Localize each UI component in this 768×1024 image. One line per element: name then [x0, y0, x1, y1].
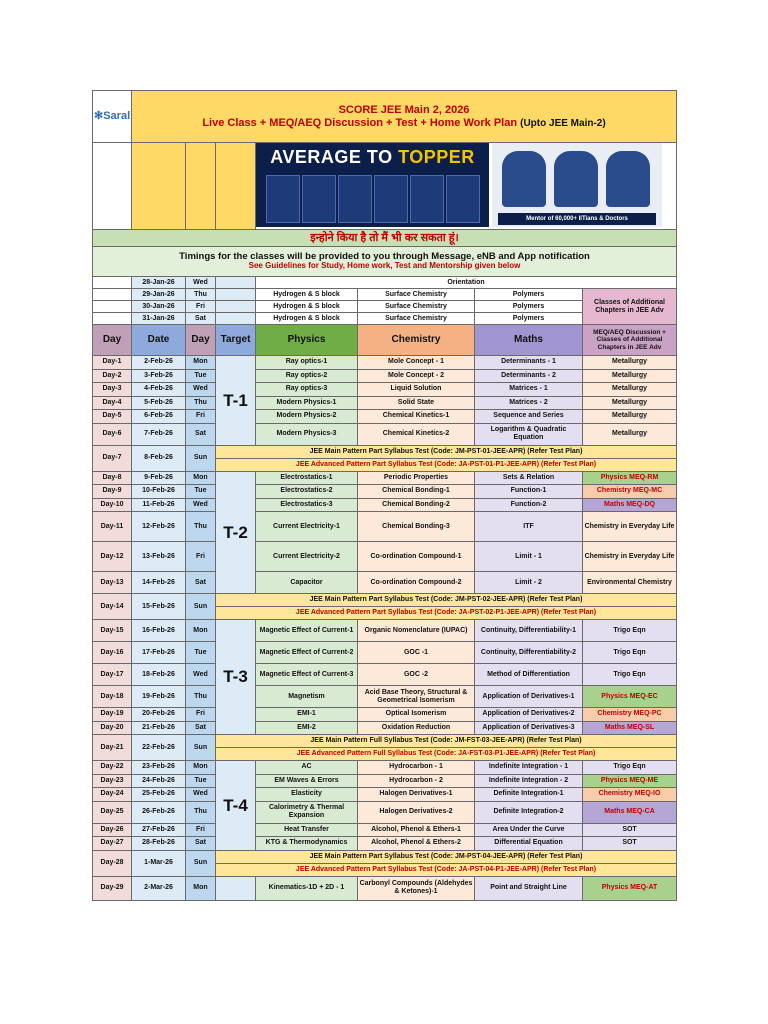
schedule-row [93, 664, 677, 686]
motivation-line: इन्होने किया है तो मैं भी कर सकता हूं। [93, 230, 677, 247]
maths-cell: Application of Derivatives-2 [475, 708, 583, 722]
meq-cell: Trigo Eqn [583, 664, 677, 686]
date-cell: 10-Feb-26 [132, 485, 186, 499]
meq-cell: Chemistry in Everyday Life [583, 542, 677, 572]
test-row [93, 445, 677, 458]
schedule-row [93, 383, 677, 397]
meq-cell: Metallurgy [583, 396, 677, 410]
date-cell: 24-Feb-26 [132, 774, 186, 788]
day-cell: Day-7 [93, 445, 132, 471]
chemistry-cell: Organic Nomenclature (IUPAC) [358, 620, 475, 642]
meq-cell: Maths MEQ-CA [583, 801, 677, 823]
weekday-cell: Tue [186, 774, 216, 788]
physics-cell: EM Waves & Errors [256, 774, 358, 788]
physics-cell: AC [256, 761, 358, 775]
student-photo [410, 175, 444, 223]
col-header-weekday: Day [186, 325, 216, 356]
weekday-cell: Sun [186, 850, 216, 876]
date-cell: 20-Feb-26 [132, 708, 186, 722]
day-cell: Day-9 [93, 485, 132, 499]
schedule-row [93, 572, 677, 594]
maths-cell: Limit - 2 [475, 572, 583, 594]
meq-cell: Chemistry in Everyday Life [583, 512, 677, 542]
meq-cell: Maths MEQ-SL [583, 721, 677, 735]
student-photo [266, 175, 300, 223]
chemistry-cell: Mole Concept - 2 [358, 369, 475, 383]
jee-main-test-cell: JEE Main Pattern Part Syllabus Test (Code: JM-PST-02-JEE-APR) (Refer Test Plan) [216, 594, 677, 607]
day-cell: Day-20 [93, 721, 132, 735]
physics-cell: Hydrogen & S block [256, 313, 358, 325]
physics-cell: Calorimetry & Thermal Expansion [256, 801, 358, 823]
meq-cell: Maths MEQ-DQ [583, 498, 677, 512]
day-cell: Day-18 [93, 686, 132, 708]
day-cell: Day-28 [93, 850, 132, 876]
schedule-row [93, 837, 677, 851]
maths-cell: Differential Equation [475, 837, 583, 851]
schedule-row [93, 823, 677, 837]
date-cell: 31-Jan-26 [132, 313, 186, 325]
maths-cell: ITF [475, 512, 583, 542]
orientation-cell: Orientation [256, 277, 677, 289]
meq-cell: Chemistry MEQ-IO [583, 788, 677, 802]
weekday-cell: Wed [186, 788, 216, 802]
physics-cell: Ray optics-1 [256, 356, 358, 370]
test-row [93, 850, 677, 863]
col-header-date: Date [132, 325, 186, 356]
weekday-cell: Fri [186, 410, 216, 424]
chemistry-cell: Surface Chemistry [358, 289, 475, 301]
day-cell [93, 289, 132, 301]
chemistry-cell: Alcohol, Phenol & Ethers-2 [358, 837, 475, 851]
meq-cell: Metallurgy [583, 356, 677, 370]
weekday-cell: Fri [186, 823, 216, 837]
day-cell: Day-25 [93, 801, 132, 823]
schedule-row [93, 642, 677, 664]
weekday-cell: Mon [186, 620, 216, 642]
day-cell: Day-27 [93, 837, 132, 851]
weekday-cell: Wed [186, 498, 216, 512]
chemistry-cell: Hydrocarbon - 1 [358, 761, 475, 775]
meq-cell: Metallurgy [583, 383, 677, 397]
day-cell: Day-10 [93, 498, 132, 512]
day-cell: Day-26 [93, 823, 132, 837]
weekday-cell: Thu [186, 686, 216, 708]
chemistry-cell: Hydrocarbon - 2 [358, 774, 475, 788]
chemistry-cell: Chemical Bonding-3 [358, 512, 475, 542]
day-cell: Day-15 [93, 620, 132, 642]
weekday-cell: Sun [186, 735, 216, 761]
day-cell: Day-14 [93, 594, 132, 620]
chemistry-cell: Surface Chemistry [358, 301, 475, 313]
mentor-photo [606, 151, 650, 207]
target-cell [216, 876, 256, 900]
chemistry-cell: Halogen Derivatives-1 [358, 788, 475, 802]
meq-cell: Metallurgy [583, 423, 677, 445]
jee-advanced-test-cell: JEE Advanced Pattern Part Syllabus Test (Code: JA-PST-01-P1-JEE-APR) (Refer Test Plan) [216, 458, 677, 471]
date-cell: 28-Jan-26 [132, 277, 186, 289]
timing-notice: Timings for the classes will be provided to you through Message, eNB and App notification See Guidelines for Study, Home work, Test and Mentorship given below [93, 247, 677, 277]
weekday-cell: Sat [186, 313, 216, 325]
maths-cell: Function-2 [475, 498, 583, 512]
physics-cell: EMI-2 [256, 721, 358, 735]
meq-cell: Chemistry MEQ-PC [583, 708, 677, 722]
chemistry-cell: Chemical Bonding-1 [358, 485, 475, 499]
day-cell: Day-4 [93, 396, 132, 410]
weekday-cell: Sat [186, 721, 216, 735]
weekday-cell: Tue [186, 485, 216, 499]
date-cell: 15-Feb-26 [132, 594, 186, 620]
physics-cell: Modern Physics-2 [256, 410, 358, 424]
physics-cell: Magnetic Effect of Current-1 [256, 620, 358, 642]
day-cell: Day-2 [93, 369, 132, 383]
schedule-row [93, 471, 677, 485]
physics-cell: Ray optics-2 [256, 369, 358, 383]
physics-cell: Hydrogen & S block [256, 301, 358, 313]
promo-banner [256, 143, 677, 230]
mentor-photo [554, 151, 598, 207]
date-cell: 12-Feb-26 [132, 512, 186, 542]
day-cell: Day-21 [93, 735, 132, 761]
target-cell: T-2 [216, 471, 256, 594]
date-cell: 13-Feb-26 [132, 542, 186, 572]
maths-cell: Sequence and Series [475, 410, 583, 424]
physics-cell: Ray optics-3 [256, 383, 358, 397]
jee-main-test-cell: JEE Main Pattern Part Syllabus Test (Code: JM-PST-01-JEE-APR) (Refer Test Plan) [216, 445, 677, 458]
maths-cell: Definite Integration-1 [475, 788, 583, 802]
weekday-cell: Mon [186, 876, 216, 900]
maths-cell: Polymers [475, 313, 583, 325]
day-cell: Day-8 [93, 471, 132, 485]
schedule-row [93, 686, 677, 708]
weekday-cell: Sun [186, 445, 216, 471]
maths-cell: Point and Straight Line [475, 876, 583, 900]
meq-cell: Metallurgy [583, 410, 677, 424]
meq-cell: SOT [583, 823, 677, 837]
chemistry-cell: GOC -1 [358, 642, 475, 664]
schedule-row [93, 876, 677, 900]
date-cell: 14-Feb-26 [132, 572, 186, 594]
physics-cell: Kinematics-1D + 2D - 1 [256, 876, 358, 900]
physics-cell: Current Electricity-1 [256, 512, 358, 542]
schedule-row [93, 356, 677, 370]
target-cell: T-1 [216, 356, 256, 446]
physics-cell: Heat Transfer [256, 823, 358, 837]
date-cell: 2-Mar-26 [132, 876, 186, 900]
maths-cell: Application of Derivatives-3 [475, 721, 583, 735]
weekday-cell: Fri [186, 708, 216, 722]
pre-row [93, 289, 677, 301]
target-cell [216, 289, 256, 301]
maths-cell: Indefinite Integration - 2 [475, 774, 583, 788]
col-header-target: Target [216, 325, 256, 356]
chemistry-cell: Carbonyl Compounds (Aldehydes & Ketones)-1 [358, 876, 475, 900]
test-row [93, 594, 677, 607]
schedule-row [93, 620, 677, 642]
col-header-physics: Physics [256, 325, 358, 356]
chemistry-cell: Co-ordination Compound-1 [358, 542, 475, 572]
weekday-cell: Tue [186, 369, 216, 383]
maths-cell: Logarithm & Quadratic Equation [475, 423, 583, 445]
date-cell: 8-Feb-26 [132, 445, 186, 471]
jee-advanced-test-cell: JEE Advanced Pattern Full Syllabus Test (Code: JA-FST-03-P1-JEE-APR) (Refer Test Plan) [216, 748, 677, 761]
day-cell: Day-16 [93, 642, 132, 664]
schedule-row [93, 485, 677, 499]
schedule-row [93, 788, 677, 802]
day-cell [93, 277, 132, 289]
mentor-photo [502, 151, 546, 207]
jee-advanced-test-cell: JEE Advanced Pattern Part Syllabus Test (Code: JA-PST-02-P1-JEE-APR) (Refer Test Plan) [216, 607, 677, 620]
student-photo [302, 175, 336, 223]
maths-cell: Polymers [475, 301, 583, 313]
date-cell: 1-Mar-26 [132, 850, 186, 876]
weekday-cell: Wed [186, 277, 216, 289]
meq-cell: Trigo Eqn [583, 642, 677, 664]
maths-cell: Matrices - 1 [475, 383, 583, 397]
physics-cell: KTG & Thermodynamics [256, 837, 358, 851]
schedule-row [93, 801, 677, 823]
day-cell [93, 313, 132, 325]
physics-cell: Magnetic Effect of Current-3 [256, 664, 358, 686]
target-cell [216, 277, 256, 289]
date-cell: 2-Feb-26 [132, 356, 186, 370]
weekday-cell: Mon [186, 471, 216, 485]
jee-advanced-test-cell: JEE Advanced Pattern Part Syllabus Test (Code: JA-PST-04-P1-JEE-APR) (Refer Test Plan) [216, 863, 677, 876]
maths-cell: Determinants - 1 [475, 356, 583, 370]
chemistry-cell: Optical Isomerism [358, 708, 475, 722]
chemistry-cell: Co-ordination Compound-2 [358, 572, 475, 594]
student-photo [374, 175, 408, 223]
chemistry-cell: Liquid Solution [358, 383, 475, 397]
physics-cell: EMI-1 [256, 708, 358, 722]
date-cell: 3-Feb-26 [132, 369, 186, 383]
day-cell: Day-12 [93, 542, 132, 572]
pre-row [93, 277, 677, 289]
weekday-cell: Thu [186, 396, 216, 410]
date-cell: 23-Feb-26 [132, 761, 186, 775]
chemistry-cell: Alcohol, Phenol & Ethers-1 [358, 823, 475, 837]
schedule-row [93, 542, 677, 572]
weekday-cell: Fri [186, 301, 216, 313]
weekday-cell: Tue [186, 642, 216, 664]
meq-cell: Trigo Eqn [583, 761, 677, 775]
physics-cell: Electrostatics-3 [256, 498, 358, 512]
maths-cell: Polymers [475, 289, 583, 301]
maths-cell: Continuity, Differentiability-1 [475, 620, 583, 642]
weekday-cell: Mon [186, 356, 216, 370]
maths-cell: Determinants - 2 [475, 369, 583, 383]
day-cell: Day-1 [93, 356, 132, 370]
chemistry-cell: Periodic Properties [358, 471, 475, 485]
physics-cell: Magnetism [256, 686, 358, 708]
meq-cell: Trigo Eqn [583, 620, 677, 642]
physics-cell: Current Electricity-2 [256, 542, 358, 572]
maths-cell: Indefinite Integration - 1 [475, 761, 583, 775]
additional-chapters-cell: Classes of Additional Chapters in JEE Adv [583, 289, 677, 325]
weekday-cell: Sat [186, 837, 216, 851]
weekday-cell: Thu [186, 289, 216, 301]
weekday-cell: Sun [186, 594, 216, 620]
banner-students-panel: AVERAGE TO TOPPER [256, 143, 489, 227]
day-cell: Day-3 [93, 383, 132, 397]
maths-cell: Definite Integration-2 [475, 801, 583, 823]
chemistry-cell: Chemical Bonding-2 [358, 498, 475, 512]
student-photo [338, 175, 372, 223]
maths-cell: Function-1 [475, 485, 583, 499]
day-cell: Day-13 [93, 572, 132, 594]
chemistry-cell: Oxidation Reduction [358, 721, 475, 735]
maths-cell: Area Under the Curve [475, 823, 583, 837]
weekday-cell: Thu [186, 801, 216, 823]
weekday-cell: Wed [186, 383, 216, 397]
col-header-day: Day [93, 325, 132, 356]
day-cell: Day-17 [93, 664, 132, 686]
date-cell: 4-Feb-26 [132, 383, 186, 397]
saral-logo-icon: ✻ [94, 110, 104, 123]
physics-cell: Hydrogen & S block [256, 289, 358, 301]
schedule-row [93, 774, 677, 788]
chemistry-cell: Mole Concept - 1 [358, 356, 475, 370]
weekday-cell: Sat [186, 572, 216, 594]
banner-mentors-panel [492, 143, 662, 227]
date-cell: 22-Feb-26 [132, 735, 186, 761]
schedule-row [93, 512, 677, 542]
physics-cell: Electrostatics-2 [256, 485, 358, 499]
date-cell: 7-Feb-26 [132, 423, 186, 445]
chemistry-cell: Solid State [358, 396, 475, 410]
maths-cell: Limit - 1 [475, 542, 583, 572]
schedule-row [93, 498, 677, 512]
meq-cell: Physics MEQ-AT [583, 876, 677, 900]
schedule-row [93, 396, 677, 410]
date-cell: 17-Feb-26 [132, 642, 186, 664]
date-cell: 5-Feb-26 [132, 396, 186, 410]
column-header-row [93, 325, 677, 356]
day-cell: Day-24 [93, 788, 132, 802]
col-header-maths: Maths [475, 325, 583, 356]
schedule-table [92, 90, 677, 901]
physics-cell: Electrostatics-1 [256, 471, 358, 485]
date-cell: 18-Feb-26 [132, 664, 186, 686]
date-cell: 9-Feb-26 [132, 471, 186, 485]
meq-cell: Environmental Chemistry [583, 572, 677, 594]
schedule-row [93, 721, 677, 735]
chemistry-cell: Chemical Kinetics-1 [358, 410, 475, 424]
meq-cell: Physics MEQ-RM [583, 471, 677, 485]
target-cell: T-4 [216, 761, 256, 851]
date-cell: 26-Feb-26 [132, 801, 186, 823]
chemistry-cell: Acid Base Theory, Structural & Geometrical Isomerism [358, 686, 475, 708]
date-cell: 28-Feb-26 [132, 837, 186, 851]
weekday-cell: Wed [186, 664, 216, 686]
schedule-row [93, 410, 677, 424]
day-cell: Day-29 [93, 876, 132, 900]
meq-cell: Physics MEQ-ME [583, 774, 677, 788]
day-cell [93, 301, 132, 313]
physics-cell: Magnetic Effect of Current-2 [256, 642, 358, 664]
schedule-row [93, 423, 677, 445]
day-cell: Day-6 [93, 423, 132, 445]
physics-cell: Elasticity [256, 788, 358, 802]
schedule-row [93, 761, 677, 775]
page-title: SCORE JEE Main 2, 2026 Live Class + MEQ/AEQ Discussion + Test + Home Work Plan (Upto JEE Main-2) [132, 91, 677, 143]
target-cell [216, 313, 256, 325]
target-cell [216, 301, 256, 313]
date-cell: 30-Jan-26 [132, 301, 186, 313]
chemistry-cell: Surface Chemistry [358, 313, 475, 325]
date-cell: 16-Feb-26 [132, 620, 186, 642]
date-cell: 25-Feb-26 [132, 788, 186, 802]
maths-cell: Application of Derivatives-1 [475, 686, 583, 708]
meq-cell: SOT [583, 837, 677, 851]
test-row [93, 735, 677, 748]
weekday-cell: Fri [186, 542, 216, 572]
meq-cell: Physics MEQ-EC [583, 686, 677, 708]
day-cell: Day-11 [93, 512, 132, 542]
weekday-cell: Sat [186, 423, 216, 445]
weekday-cell: Thu [186, 512, 216, 542]
day-cell: Day-23 [93, 774, 132, 788]
date-cell: 6-Feb-26 [132, 410, 186, 424]
date-cell: 11-Feb-26 [132, 498, 186, 512]
jee-main-test-cell: JEE Main Pattern Part Syllabus Test (Code: JM-PST-04-JEE-APR) (Refer Test Plan) [216, 850, 677, 863]
student-photo [446, 175, 480, 223]
date-cell: 27-Feb-26 [132, 823, 186, 837]
day-cell: Day-22 [93, 761, 132, 775]
physics-cell: Modern Physics-3 [256, 423, 358, 445]
target-cell: T-3 [216, 620, 256, 735]
col-header-chemistry: Chemistry [358, 325, 475, 356]
schedule-row [93, 369, 677, 383]
brand-logo: ✻Saral [93, 91, 132, 143]
day-cell: Day-19 [93, 708, 132, 722]
maths-cell: Matrices - 2 [475, 396, 583, 410]
schedule-row [93, 708, 677, 722]
jee-main-test-cell: JEE Main Pattern Full Syllabus Test (Code: JM-FST-03-JEE-APR) (Refer Test Plan) [216, 735, 677, 748]
physics-cell: Modern Physics-1 [256, 396, 358, 410]
banner-caption: Mentor of 60,000+ IITians & Doctors [498, 213, 656, 225]
physics-cell: Capacitor [256, 572, 358, 594]
date-cell: 29-Jan-26 [132, 289, 186, 301]
maths-cell: Method of Differentiation [475, 664, 583, 686]
meq-cell: Chemistry MEQ-MC [583, 485, 677, 499]
weekday-cell: Mon [186, 761, 216, 775]
chemistry-cell: GOC -2 [358, 664, 475, 686]
col-header-meq: MEQ/AEQ Discussion + Classes of Additional Chapters in JEE Adv [583, 325, 677, 356]
chemistry-cell: Halogen Derivatives-2 [358, 801, 475, 823]
chemistry-cell: Chemical Kinetics-2 [358, 423, 475, 445]
day-cell: Day-5 [93, 410, 132, 424]
maths-cell: Continuity, Differentiability-2 [475, 642, 583, 664]
meq-cell: Metallurgy [583, 369, 677, 383]
date-cell: 21-Feb-26 [132, 721, 186, 735]
date-cell: 19-Feb-26 [132, 686, 186, 708]
maths-cell: Sets & Relation [475, 471, 583, 485]
